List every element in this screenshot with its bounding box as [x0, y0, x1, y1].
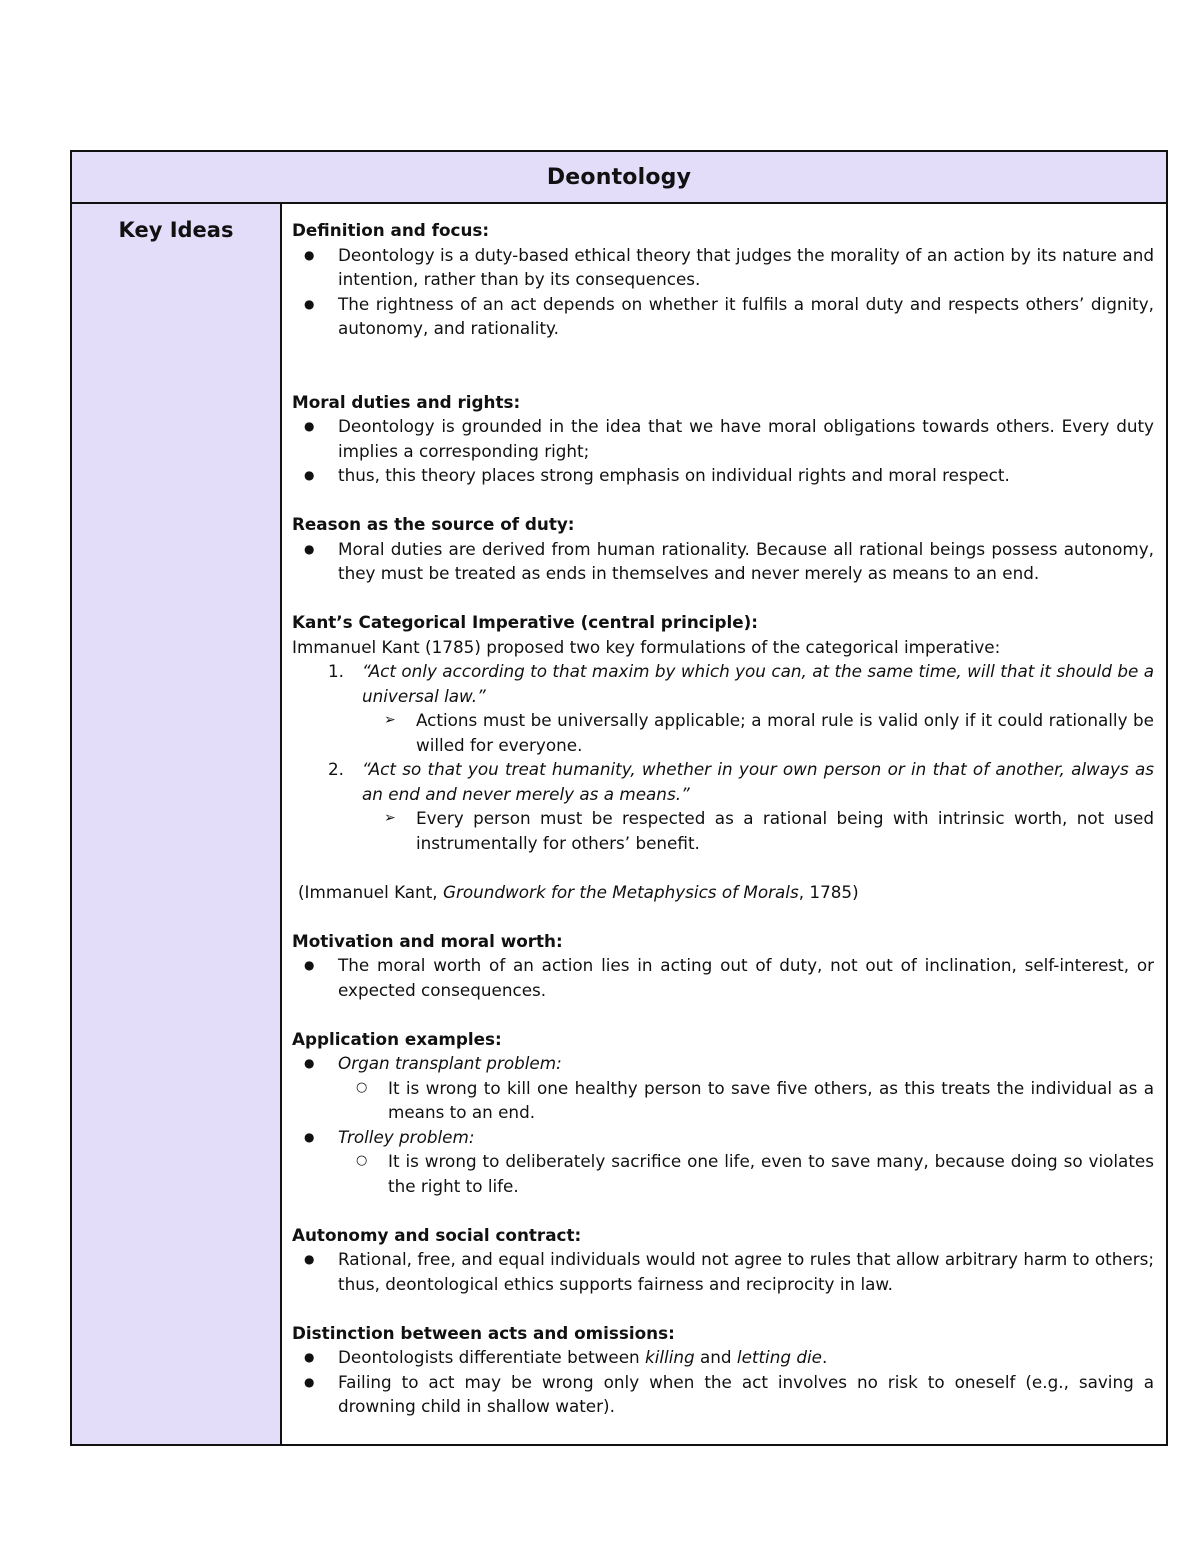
table-header — [72, 152, 1166, 204]
bullet-icon: ● — [304, 541, 315, 556]
formulation-note — [292, 708, 1154, 757]
list-item — [292, 1247, 1154, 1296]
list-number: 1. — [328, 661, 345, 681]
list-item — [292, 1125, 1154, 1150]
list-item-text: Deontology is a duty-based ethical theory that judges the morality of an action by its nature and intention, rather than by its consequences. — [338, 244, 1154, 289]
section-title: Motivation and moral worth: — [292, 930, 563, 951]
circle-bullet-icon: ○ — [356, 1153, 368, 1168]
example-label: Organ transplant problem: — [338, 1053, 562, 1073]
sub-list-item — [292, 1076, 1154, 1125]
formulation-note-text: Actions must be universally applicable; a moral rule is valid only if it could rationally be willed for everyone. — [416, 710, 1154, 755]
bullet-list — [292, 414, 1154, 488]
table-title: Deontology — [546, 164, 692, 190]
citation-text — [292, 880, 1154, 905]
bullet-icon: ● — [304, 468, 315, 482]
content-cell — [292, 218, 1154, 1443]
formulation-note — [292, 806, 1154, 855]
sub-list-item — [292, 1149, 1154, 1198]
list-item-text: Deontology is grounded in the idea that we have moral obligations towards others. Every duty implies a corresponding right; — [338, 416, 1154, 461]
section-motivation — [292, 929, 1154, 1003]
section-kant — [292, 610, 1154, 855]
citation — [292, 880, 1154, 905]
list-item — [292, 243, 1154, 292]
key-ideas-label: Key Ideas — [118, 218, 234, 242]
bullet-list — [292, 1345, 1154, 1419]
citation-work-title: Groundwork for the Metaphysics of Morals — [442, 881, 799, 902]
left-column — [72, 204, 282, 1444]
numbered-list — [292, 659, 1154, 855]
bullet-list — [292, 1247, 1154, 1296]
bullet-icon: ● — [304, 1374, 315, 1389]
example-detail: It is wrong to kill one healthy person to save five others, as this treats the individual as a means to an end. — [388, 1077, 1154, 1122]
section-title: Moral duties and rights: — [292, 391, 521, 412]
list-item-text: . — [821, 1347, 828, 1367]
list-item — [292, 463, 1154, 488]
list-item — [292, 1345, 1154, 1370]
bullet-icon: ● — [304, 1350, 315, 1364]
kant-intro: Immanuel Kant (1785) proposed two key formulations of the categorical imperative: — [292, 636, 1001, 657]
section-title: Reason as the source of duty: — [292, 514, 575, 534]
bullet-icon: ● — [304, 1056, 315, 1070]
list-item — [292, 537, 1154, 586]
bullet-icon: ● — [304, 958, 315, 972]
term-letting-die: letting die — [736, 1347, 822, 1367]
section-title: Autonomy and social contract: — [292, 1224, 582, 1245]
list-item — [292, 1370, 1154, 1419]
deontology-table — [70, 150, 1168, 1446]
formulation-item — [292, 659, 1154, 708]
arrow-icon: ➢ — [384, 810, 396, 826]
section-title: Distinction between acts and omissions: — [292, 1322, 675, 1343]
section-definition — [292, 218, 1154, 341]
list-item-text: Deontologists differentiate between — [338, 1347, 645, 1367]
example-label: Trolley problem: — [338, 1126, 475, 1147]
circle-bullet-icon: ○ — [356, 1079, 368, 1095]
section-title: Definition and focus: — [292, 220, 490, 240]
term-killing: killing — [645, 1347, 695, 1367]
section-title: Kant’s Categorical Imperative (central principle): — [292, 612, 759, 632]
list-item — [292, 953, 1154, 1002]
formulation-quote: “Act only according to that maxim by which you can, at the same time, will that it should be a universal law.” — [362, 661, 1154, 706]
bullet-list — [292, 537, 1154, 586]
list-item-text: Rational, free, and equal individuals would not agree to rules that allow arbitrary harm to others; thus, deontological ethics supports fairness and reciprocity in law. — [338, 1249, 1154, 1294]
bullet-list — [292, 243, 1154, 341]
formulation-quote: “Act so that you treat humanity, whether in your own person or in that of another, always as an end and never merely as a means.” — [362, 759, 1154, 804]
section-autonomy — [292, 1223, 1154, 1297]
list-item — [292, 292, 1154, 341]
arrow-icon: ➢ — [384, 712, 396, 728]
list-item-text: The moral worth of an action lies in acting out of duty, not out of inclination, self-interest, or expected consequences. — [338, 955, 1154, 1000]
list-item-text: Moral duties are derived from human rationality. Because all rational beings possess autonomy, they must be treated as ends in themselves and never merely as means to an end. — [338, 538, 1154, 583]
list-item — [292, 414, 1154, 463]
citation-prefix: (Immanuel Kant, — [298, 881, 443, 902]
section-application — [292, 1027, 1154, 1199]
bullet-list — [292, 1051, 1154, 1198]
example-detail: It is wrong to deliberately sacrifice one life, even to save many, because doing so violates the right to life. — [388, 1151, 1154, 1196]
bullet-icon: ● — [304, 1129, 315, 1144]
list-item — [292, 1051, 1154, 1076]
section-reason — [292, 512, 1154, 586]
list-item-text: thus, this theory places strong emphasis on individual rights and moral respect. — [338, 465, 1010, 485]
formulation-note-text: Every person must be respected as a rational being with intrinsic worth, not used instrumentally for others’ benefit. — [416, 808, 1154, 853]
bullet-icon: ● — [304, 296, 315, 311]
list-number: 2. — [328, 759, 345, 779]
list-item-text: and — [694, 1347, 737, 1367]
bullet-icon: ● — [304, 1252, 315, 1266]
bullet-list — [292, 953, 1154, 1002]
citation-suffix: , 1785) — [798, 881, 859, 902]
formulation-item — [292, 757, 1154, 806]
bullet-icon: ● — [304, 419, 315, 433]
list-item-text: The rightness of an act depends on whether it fulfils a moral duty and respects others’ dignity, autonomy, and rationality. — [338, 293, 1154, 338]
section-title: Application examples: — [292, 1028, 502, 1049]
section-distinction — [292, 1321, 1154, 1419]
bullet-icon: ● — [304, 247, 315, 262]
list-item-text: Failing to act may be wrong only when the act involves no risk to oneself (e.g., saving a drowning child in shallow water). — [338, 1371, 1154, 1416]
section-duties — [292, 390, 1154, 488]
